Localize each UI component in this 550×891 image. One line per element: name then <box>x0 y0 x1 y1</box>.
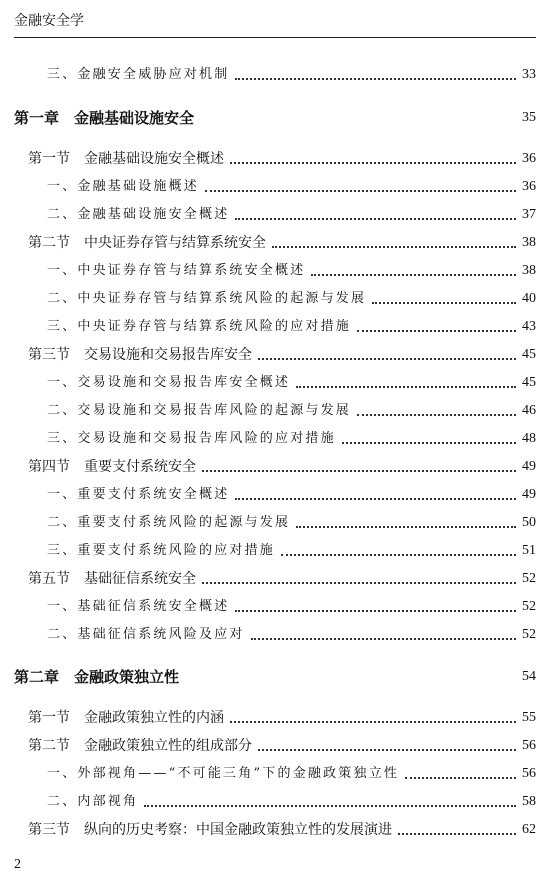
dot-leader <box>235 498 516 500</box>
dot-leader <box>235 78 516 80</box>
toc-entry-title: 二、重要支付系统风险的起源与发展 <box>47 515 291 530</box>
dot-leader <box>357 414 516 416</box>
dot-leader <box>311 274 516 276</box>
toc-entry-page: 49 <box>522 459 536 474</box>
toc-entry-title: 一、基础征信系统安全概述 <box>47 599 230 614</box>
dot-leader <box>258 358 516 360</box>
toc-item[interactable] <box>47 175 536 197</box>
toc-item[interactable] <box>47 511 536 533</box>
toc-entry-title: 第五节 基础征信系统安全 <box>28 571 196 587</box>
toc-entry-page: 36 <box>522 179 536 194</box>
toc-section[interactable] <box>28 567 536 589</box>
toc-section[interactable] <box>28 706 536 728</box>
toc-entry-page: 45 <box>522 375 536 390</box>
toc-entry-page: 45 <box>522 347 536 362</box>
toc-entry-page: 38 <box>522 263 536 278</box>
toc-item[interactable] <box>47 203 536 225</box>
toc-entry-page: 33 <box>522 67 536 82</box>
toc-section[interactable] <box>28 343 536 365</box>
toc-item[interactable] <box>47 63 536 85</box>
dot-leader <box>202 582 516 584</box>
toc-item[interactable] <box>47 371 536 393</box>
dot-leader <box>202 470 516 472</box>
dot-leader <box>235 610 516 612</box>
toc-item[interactable] <box>47 762 536 784</box>
dot-leader <box>281 554 516 556</box>
toc-entry-page: 52 <box>522 571 536 586</box>
toc-entry-title: 二、内部视角 <box>47 794 139 809</box>
toc-entry-title: 三、中央证券存管与结算系统风险的应对措施 <box>47 319 352 334</box>
toc-entry-page: 51 <box>522 543 536 558</box>
toc-item[interactable] <box>47 399 536 421</box>
toc-section[interactable] <box>28 231 536 253</box>
dot-leader <box>185 680 516 682</box>
toc-entry-title: 一、金融基础设施概述 <box>47 179 200 194</box>
toc-entry-page: 36 <box>522 151 536 166</box>
toc-entry-title: 二、交易设施和交易报告库风险的起源与发展 <box>47 403 352 418</box>
toc-entry-page: 52 <box>522 599 536 614</box>
toc-entry-page: 50 <box>522 515 536 530</box>
dot-leader <box>205 190 516 192</box>
toc-item[interactable] <box>47 483 536 505</box>
toc-entry-title: 三、交易设施和交易报告库风险的应对措施 <box>47 431 336 446</box>
toc-entry-title: 第二节 金融政策独立性的组成部分 <box>28 738 252 754</box>
toc-item[interactable] <box>47 427 536 449</box>
book-title: 金融安全学 <box>14 13 84 29</box>
toc-entry-page: 54 <box>522 669 536 684</box>
toc-entry-page: 48 <box>522 431 536 446</box>
toc-section[interactable] <box>28 147 536 169</box>
toc-entry-title: 三、重要支付系统风险的应对措施 <box>47 543 276 558</box>
toc-item[interactable] <box>47 790 536 812</box>
dot-leader <box>200 121 516 123</box>
toc-item[interactable] <box>47 539 536 561</box>
toc-entry-page: 49 <box>522 487 536 502</box>
toc-entry-page: 55 <box>522 710 536 725</box>
dot-leader <box>235 218 516 220</box>
dot-leader <box>398 833 516 835</box>
toc-entry-title: 一、外部视角——“不可能三角”下的金融政策独立性 <box>47 766 400 781</box>
toc-entry-page: 43 <box>522 319 536 334</box>
dot-leader <box>372 302 516 304</box>
toc-entry-page: 35 <box>522 110 536 125</box>
toc-entry-title: 二、基础征信系统风险及应对 <box>47 627 245 642</box>
toc-entry-page: 37 <box>522 207 536 222</box>
toc-item[interactable] <box>47 595 536 617</box>
toc-section[interactable] <box>28 455 536 477</box>
toc-entry-title: 第二节 中央证券存管与结算系统安全 <box>28 235 266 251</box>
toc-entry-title: 第三节 交易设施和交易报告库安全 <box>28 347 252 363</box>
toc-entry-title: 三、金融安全威胁应对机制 <box>47 67 230 82</box>
toc-entry-page: 56 <box>522 766 536 781</box>
toc-chapter[interactable] <box>14 665 536 687</box>
toc-entry-title: 第一章 金融基础设施安全 <box>14 109 195 127</box>
page-number: 2 <box>14 857 21 872</box>
toc-entry-title: 第四节 重要支付系统安全 <box>28 459 196 475</box>
toc-entry-page: 46 <box>522 403 536 418</box>
toc-entry-title: 第二章 金融政策独立性 <box>14 668 180 686</box>
toc-item[interactable] <box>47 287 536 309</box>
toc-item[interactable] <box>47 623 536 645</box>
toc-entry-title: 一、重要支付系统安全概述 <box>47 487 230 502</box>
dot-leader <box>230 721 516 723</box>
dot-leader <box>272 246 516 248</box>
toc-entry-title: 二、金融基础设施安全概述 <box>47 207 230 222</box>
dot-leader <box>357 330 516 332</box>
dot-leader <box>230 162 516 164</box>
toc-section[interactable] <box>28 734 536 756</box>
dot-leader <box>251 638 516 640</box>
toc-entry-title: 一、交易设施和交易报告库安全概述 <box>47 375 291 390</box>
dot-leader <box>144 805 516 807</box>
toc-entry-page: 56 <box>522 738 536 753</box>
dot-leader <box>296 526 516 528</box>
toc-entry-page: 62 <box>522 822 536 837</box>
toc-item[interactable] <box>47 315 536 337</box>
toc-chapter[interactable] <box>14 106 536 128</box>
toc-entry-page: 52 <box>522 627 536 642</box>
dot-leader <box>405 777 516 779</box>
dot-leader <box>342 442 516 444</box>
dot-leader <box>296 386 516 388</box>
toc-entry-title: 二、中央证券存管与结算系统风险的起源与发展 <box>47 291 367 306</box>
toc-item[interactable] <box>47 259 536 281</box>
toc-entry-page: 40 <box>522 291 536 306</box>
toc-entry-title: 第一节 金融政策独立性的内涵 <box>28 710 224 726</box>
toc-entry-title: 一、中央证券存管与结算系统安全概述 <box>47 263 306 278</box>
toc-entry-page: 58 <box>522 794 536 809</box>
dot-leader <box>258 749 516 751</box>
toc-entry-title: 第三节 纵向的历史考察：中国金融政策独立性的发展演进 <box>28 822 392 838</box>
toc-entry-title: 第一节 金融基础设施安全概述 <box>28 151 224 167</box>
toc-entry-page: 38 <box>522 235 536 250</box>
toc-section[interactable] <box>28 818 536 840</box>
